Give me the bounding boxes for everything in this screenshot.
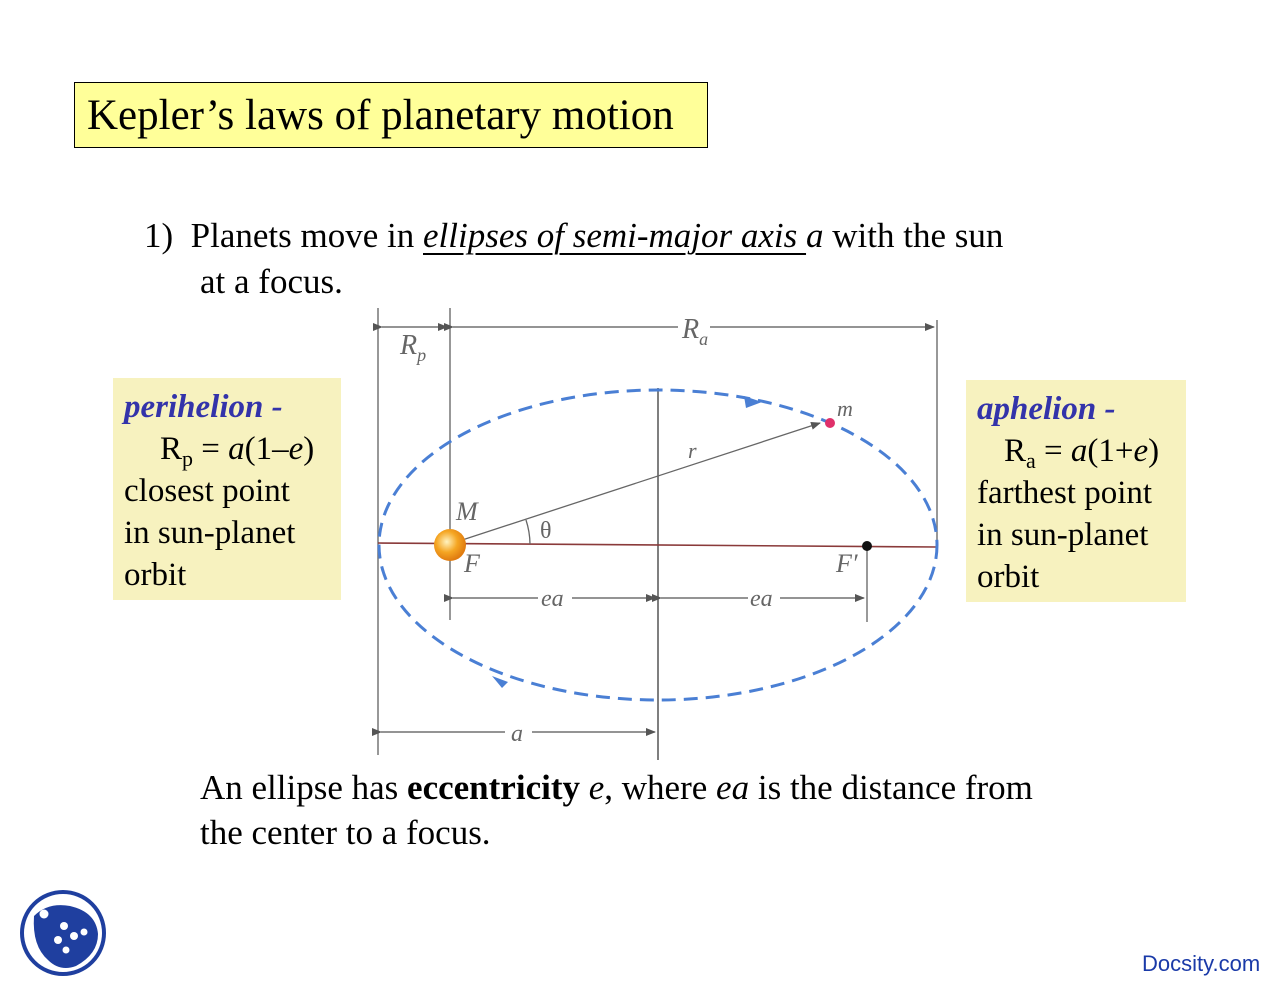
law1-number: 1) — [144, 216, 174, 255]
perihelion-formula-a: a — [228, 431, 245, 467]
aphelion-line: in sun-planet — [977, 517, 1149, 553]
sun-icon — [434, 529, 466, 561]
ecc-e: e — [588, 768, 605, 807]
aphelion-formula — [977, 430, 1186, 472]
eccentricity-line1 — [200, 768, 1033, 808]
slide-title-box — [74, 82, 708, 148]
law1-text-before: Planets move in — [190, 216, 423, 255]
planet-dot — [825, 418, 835, 428]
ecc-bold: eccentricity — [407, 768, 580, 807]
ra-label: $R_a$ — [682, 314, 709, 349]
ecc-ea: ea — [716, 768, 750, 807]
perihelion-line: orbit — [124, 557, 187, 593]
perihelion-line: closest point — [124, 473, 290, 509]
law1-text-after: with the sun — [823, 216, 1004, 255]
ea-left-label: ea — [541, 586, 564, 612]
aphelion-line: orbit — [977, 559, 1040, 595]
perihelion-box — [113, 378, 341, 600]
aphelion-heading: aphelion - — [977, 391, 1116, 427]
perihelion-formula-sub: p — [182, 446, 194, 471]
a-label: a — [511, 721, 523, 747]
aphelion-formula-sub: a — [1026, 448, 1036, 473]
perihelion-formula-R: R — [160, 431, 183, 467]
theta-angle-arc — [526, 520, 530, 544]
aphelion-formula-e: e — [1133, 433, 1149, 469]
perihelion-formula-open: (1– — [244, 431, 289, 467]
perihelion-line: in sun-planet — [124, 515, 296, 551]
aphelion-line: farthest point — [977, 475, 1153, 511]
law1-underlined: ellipses of semi-major axis — [423, 216, 807, 255]
aphelion-formula-a: a — [1070, 433, 1088, 469]
slide-title: Kepler’s laws of planetary motion — [87, 92, 674, 139]
perihelion-formula-eq: = — [193, 431, 229, 467]
law1-var-a: a — [806, 216, 824, 255]
perihelion-heading: perihelion - — [124, 389, 283, 425]
ellipse-orbit-diagram — [360, 300, 960, 770]
perihelion-formula-close: ) — [303, 431, 315, 467]
ecc-t2 — [580, 768, 589, 807]
focus-label-Fprime: F′ — [836, 549, 858, 578]
sun-label-M: M — [456, 497, 478, 526]
radius-label-r: r — [688, 438, 697, 463]
radius-vector-arrow — [450, 423, 820, 544]
aphelion-formula-close: ) — [1148, 433, 1160, 469]
orbit-direction-arrow-bottom — [492, 676, 508, 688]
second-focus-dot — [862, 541, 872, 551]
docsity-brand-link[interactable]: Docsity.com — [1142, 951, 1261, 976]
law1-line1 — [144, 216, 1003, 256]
eccentricity-line2: the center to a focus. — [200, 813, 491, 852]
aphelion-box — [966, 380, 1186, 602]
ecc-t1: An ellipse has — [200, 768, 408, 807]
focus-label-F: F — [464, 549, 480, 578]
aphelion-formula-eq: = — [1035, 433, 1071, 469]
docsity-logo-icon — [18, 888, 108, 978]
aphelion-formula-open: (1+ — [1087, 433, 1134, 469]
ecc-t3: , where — [604, 768, 717, 807]
ecc-t4: is the distance from — [749, 768, 1033, 807]
angle-label-theta: θ — [540, 518, 552, 544]
law1-line2: at a focus. — [200, 262, 343, 301]
planet-label-m: m — [837, 396, 853, 421]
orbit-direction-arrow-top — [744, 396, 762, 408]
perihelion-formula — [124, 428, 341, 470]
rp-label: $R_p$ — [400, 330, 427, 365]
aphelion-formula-R: R — [1004, 433, 1027, 469]
perihelion-formula-e: e — [288, 431, 304, 467]
ea-right-label: ea — [750, 586, 773, 612]
